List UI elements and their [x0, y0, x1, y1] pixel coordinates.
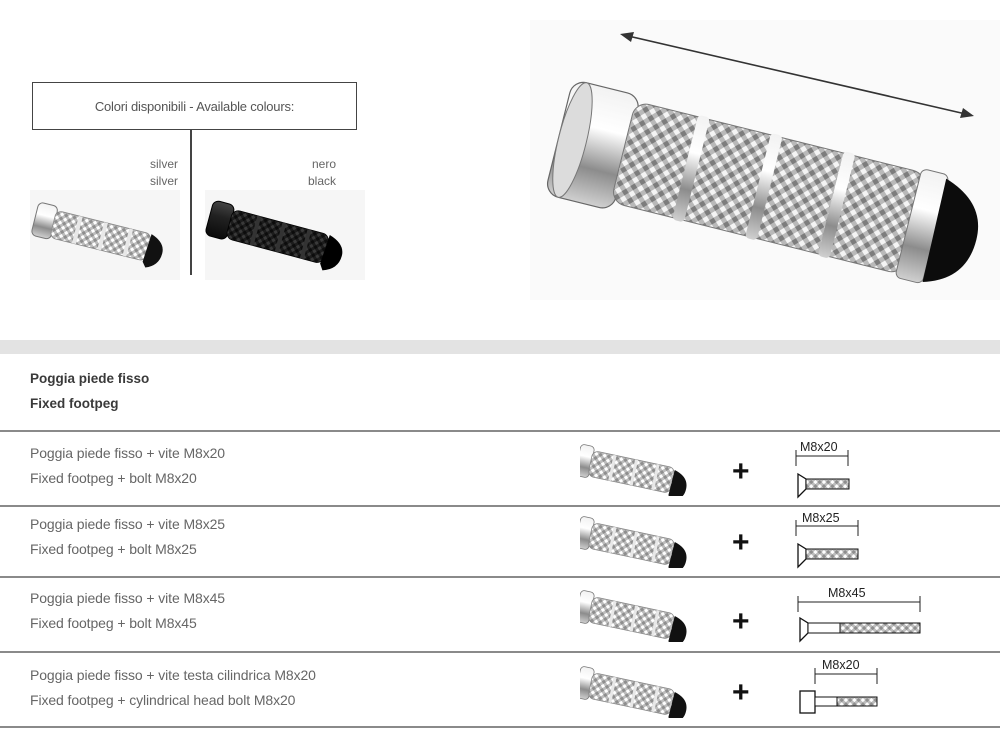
bolt-size-label: M8x45 [828, 586, 866, 600]
row-divider [0, 576, 1000, 578]
row-divider [0, 430, 1000, 432]
table-row-description: Poggia piede fisso + vite M8x25 Fixed footpeg + bolt M8x25 [30, 516, 225, 557]
plus-sign: + [732, 676, 750, 709]
row-divider [0, 651, 1000, 653]
plus-sign: + [732, 455, 750, 488]
table-row-description: Poggia piede fisso + vite M8x20 Fixed footpeg + bolt M8x20 [30, 445, 225, 486]
bolt-size-label: M8x20 [822, 658, 860, 672]
plus-sign: + [732, 526, 750, 559]
footpeg-thumbnail [580, 436, 700, 496]
colour-divider [190, 130, 192, 275]
row-divider [0, 505, 1000, 507]
bolt-icon [790, 446, 860, 506]
table-row-description: Poggia piede fisso + vite testa cilindrica M8x20 Fixed footpeg + cylindrical head bolt M8x20 [30, 667, 316, 708]
section-band [0, 340, 1000, 354]
plus-sign: + [732, 605, 750, 638]
available-colours-box [32, 82, 357, 130]
bolt-size-label: M8x20 [800, 440, 838, 454]
available-colours-label: Colori disponibili - Available colours: [94, 98, 295, 114]
variant-silver-label: silver silver [149, 157, 178, 188]
footpeg-thumbnail [580, 582, 700, 642]
section-title-it: Poggia piede fisso [30, 371, 150, 386]
section-title-en: Fixed footpeg [30, 396, 119, 411]
bolt-size-label: M8x25 [802, 511, 840, 525]
footpeg-silver-image [30, 190, 180, 280]
footpeg-thumbnail [580, 658, 700, 718]
table-row-description: Poggia piede fisso + vite M8x45 Fixed footpeg + bolt M8x45 [30, 590, 225, 631]
footpeg-black-image [205, 190, 365, 280]
section-title [30, 366, 149, 416]
footpeg-thumbnail [580, 508, 700, 568]
row-divider [0, 726, 1000, 728]
bolt-icon [795, 664, 885, 719]
bolt-icon [790, 516, 870, 576]
footpeg-large-image [530, 20, 1000, 300]
variant-black-label: nero black [307, 157, 336, 188]
bolt-icon [792, 592, 927, 647]
